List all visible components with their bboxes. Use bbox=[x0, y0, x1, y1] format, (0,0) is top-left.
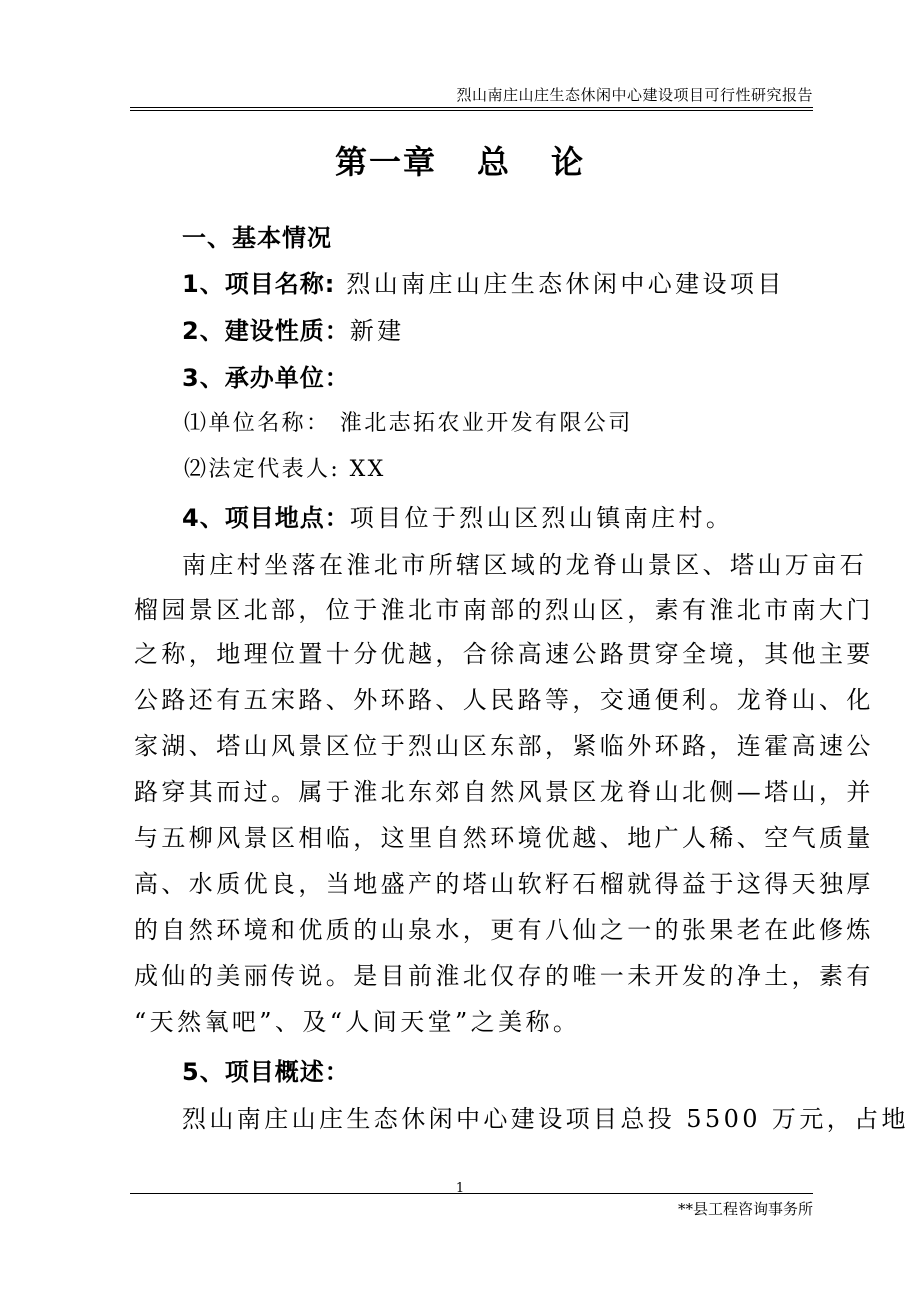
item-project-name bbox=[182, 264, 862, 299]
item-construction-nature bbox=[182, 311, 862, 346]
paragraph-line: “天然氧吧”、及“人间天堂”之美称。 bbox=[134, 1008, 581, 1036]
item-value: 项目位于烈山区烈山镇南庄村。 bbox=[349, 504, 734, 532]
paragraph-line: 路穿其而过。属于淮北东郊自然风景区龙脊山北侧—塔山，并 bbox=[134, 778, 874, 806]
page-number: 1 bbox=[455, 1181, 465, 1196]
section-heading: 一、基本情况 bbox=[182, 224, 332, 252]
paragraph-line: 公路还有五宋路、外环路、人民路等，交通便利。龙脊山、化 bbox=[134, 686, 874, 714]
item-label: 1、项目名称: bbox=[182, 270, 336, 298]
paragraph-line: 南庄村坐落在淮北市所辖区域的龙脊山景区、塔山万亩石 bbox=[182, 551, 867, 579]
organizer-legal-rep: ⑵法定代表人: XX bbox=[184, 457, 386, 482]
paragraph-line: 的自然环境和优质的山泉水，更有八仙之一的张果老在此修炼 bbox=[134, 916, 874, 944]
item-organizer-label: 3、承办单位： bbox=[182, 364, 350, 392]
chapter-word-2: 论 bbox=[551, 143, 586, 181]
paragraph-line: 高、水质优良，当地盛产的塔山软籽石榴就得益于这得天独厚 bbox=[134, 870, 874, 898]
item-label: 4、项目地点： bbox=[182, 504, 350, 532]
item-label: 2、建设性质： bbox=[182, 317, 350, 345]
paragraph-line: 与五柳风景区相临，这里自然环境优越、地广人稀、空气质量 bbox=[134, 824, 874, 852]
chapter-word-1: 总 bbox=[476, 143, 511, 181]
header-rule bbox=[130, 107, 813, 108]
running-header: 烈山南庄山庄生态休闲中心建设项目可行性研究报告 bbox=[456, 86, 813, 104]
organizer-company-name: ⑴单位名称： 淮北志拓农业开发有限公司 bbox=[184, 411, 633, 436]
item-overview-label: 5、项目概述： bbox=[182, 1058, 350, 1086]
footer-rule bbox=[130, 1193, 813, 1194]
chapter-title bbox=[0, 137, 920, 183]
item-value: 新建 bbox=[349, 317, 405, 345]
overview-line: 烈山南庄山庄生态休闲中心建设项目总投 5500 万元，占地 bbox=[182, 1105, 909, 1133]
paragraph-line: 之称，地理位置十分优越，合徐高速公路贯穿全境，其他主要 bbox=[134, 640, 874, 668]
paragraph-line: 成仙的美丽传说。是目前淮北仅存的唯一未开发的净土，素有 bbox=[134, 962, 874, 990]
item-value: 烈山南庄山庄生态休闲中心建设项目 bbox=[346, 270, 785, 298]
paragraph-line: 榴园景区北部，位于淮北市南部的烈山区，素有淮北市南大门 bbox=[134, 596, 874, 624]
paragraph-line: 家湖、塔山风景区位于烈山区东部，紧临外环路，连霍高速公 bbox=[134, 732, 874, 760]
item-project-location bbox=[182, 498, 862, 533]
chapter-number: 第一章 bbox=[334, 143, 437, 181]
footer-firm: **县工程咨询事务所 bbox=[677, 1200, 813, 1218]
header-rule-secondary bbox=[130, 110, 813, 111]
